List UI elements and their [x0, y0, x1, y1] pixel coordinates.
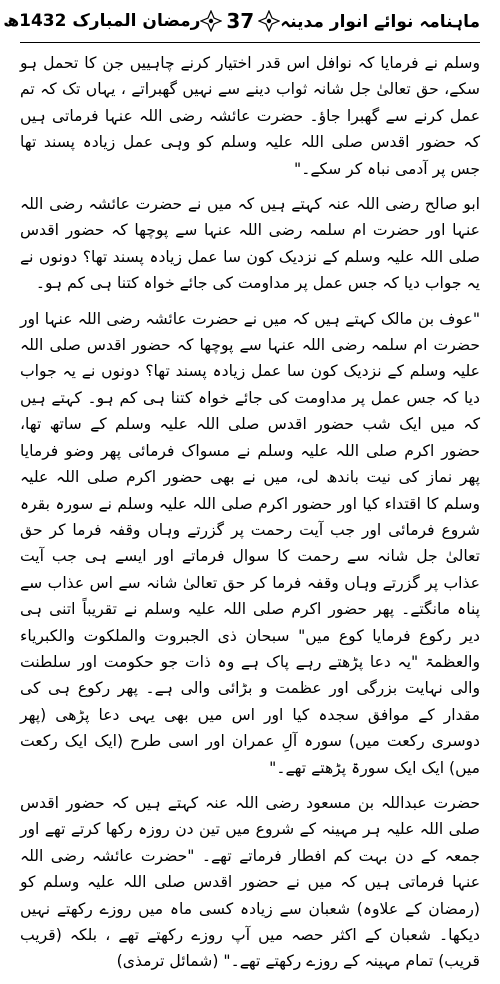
- issue-date: رمضان المبارک 1432ھ: [3, 11, 201, 31]
- page-header: [0, 0, 500, 42]
- magazine-title: ماہنامہ نوائے انوار مدینہ: [280, 11, 480, 32]
- paragraph: ابو صالح رضی اللہ عنہ کہتے ہیں کہ میں نے حضرت عائشہ رضی اللہ عنہا اور حضرت ام سلمہ رضی اللہ عنہا سے پوچھا کہ حضور اقدس صلی اللہ علیہ وسلم کے نزدیک کون سا عمل زیادہ پسند تھا؟ دونوں نے یہ جواب دیا کہ جس عمل پر مداومت کی جائے خواہ کتنا ہی کم ہو۔: [20, 195, 480, 293]
- page-number-block: [200, 9, 280, 33]
- left-ornament-icon: [200, 10, 222, 32]
- paragraph: "عوف بن مالک کہتے ہیں کہ میں نے حضرت عائشہ رضی اللہ عنہا اور حضرت ام سلمہ رضی اللہ عنہا سے پوچھا کہ حضور اقدس صلی اللہ علیہ وسلم کے نزدیک کون سا عمل زیادہ پسند تھا؟ دونوں نے یہ جواب دیا کہ جس عمل پر مداومت کی جائے خواہ کتنا ہی کم ہو۔ کہتے ہیں کہ میں ایک شب حضور اقدس صلی اللہ علیہ وسلم کے ساتھ تھا، حضور اکرم صلی اللہ علیہ وسلم نے مسواک فرمائی پھر وضو فرمایا پھر نماز کی نیت باندھ لی، میں نے بھی حضور اکرم صلی اللہ علیہ وسلم کا اقتداء کیا اور حضور اکرم صلی اللہ علیہ وسلم نے سورہ بقرہ شروع فرمائی اور جب آیت رحمت پر گزرتے وہاں وقفہ فرما کر حق تعالیٰ جل شانہ سے رحمت کا سوال فرماتے اور ایسے ہی جب آیت عذاب پر گزرتے وہاں وقفہ فرما کر حق تعالیٰ شانہ سے اس عذاب سے پناہ مانگتے۔ پھر حضور اکرم صلی اللہ علیہ وسلم نے تقریباً اتنی ہی دیر رکوع فرمایا کوع میں" سبحان ذی الجبروت والملکوت والکبریاء والعظمۃ "یہ دعا پڑھتے رہے پاک ہے وہ ذات جو حکومت اور سلطنت والی نہایت بزرگی اور عظمت و بڑائی والی ہے۔ پھر رکوع ہی کی مقدار کے موافق سجدہ کیا اور اس میں بھی یہی دعا پڑھی (پھر دوسری رکعت میں) سورہ آلِ عمران اور اسی طرح (ایک ایک رکعت میں) ایک ایک سورۃ پڑھتے تھے۔": [20, 309, 480, 777]
- right-ornament-icon: [258, 10, 280, 32]
- page-number: 37: [226, 9, 255, 33]
- article-body: [20, 50, 480, 984]
- header-divider: [20, 42, 480, 43]
- paragraph: حضرت عبداللہ بن مسعود رضی اللہ عنہ کہتے ہیں کہ حضور اقدس صلی اللہ علیہ ہر مہینہ کے شروع میں تین دن روزہ رکھا کرتے تھے اور جمعہ کے دن بہت کم افطار فرماتے تھے۔ "حضرت عائشہ رضی اللہ عنہا فرماتی ہیں کہ میں نے حضور اقدس صلی اللہ علیہ وسلم کو (رمضان کے علاوہ) شعبان سے زیادہ کسی ماہ میں روزے رکھتے نہیں دیکھا۔ شعبان کے اکثر حصہ میں آپ روزے رکھتے تھے ، بلکہ (قریب قریب) تمام مہینہ کے روزے رکھتے تھے۔" (شمائل ترمذی): [20, 793, 480, 971]
- paragraph: وسلم نے فرمایا کہ نوافل اس قدر اختیار کرنے چاہییں جن کا تحمل ہو سکے، حق تعالیٰ جل شانہ ثواب دینے سے نہیں گھبراتے ، یہاں تک کہ تم عمل کرنے سے گھبرا جاؤ۔ حضرت عائشہ رضی اللہ عنہا فرماتی ہیں کہ حضور اقدس صلی اللہ علیہ وسلم کو وہی عمل زیادہ پسند تھا جس پر آدمی نباہ کر سکے۔": [20, 54, 480, 178]
